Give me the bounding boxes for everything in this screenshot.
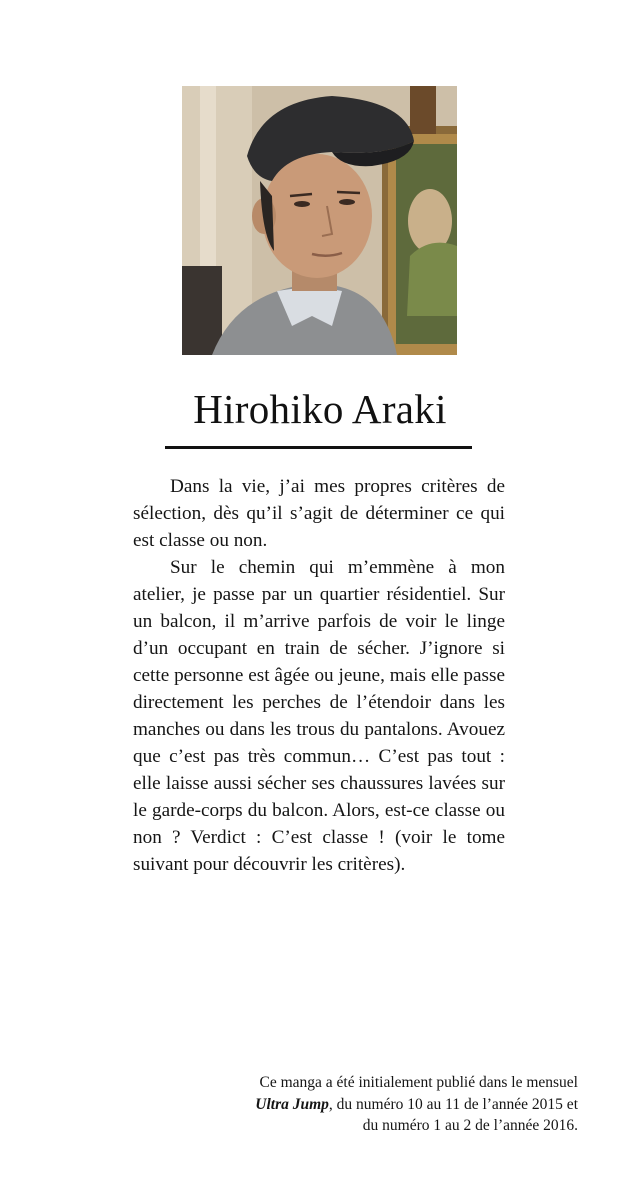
publication-note-details: , du numéro 10 au 11 de l’année 2015 et du numéro 1 au 2 de l’année 2016.	[328, 1095, 578, 1134]
bio-paragraph: Sur le chemin qui m’emmène à mon atelier, je passe par un quartier résidentiel. Sur un balcon, il m’arrive parfois de voir le linge d’un occupant en train de sécher. J’ignore si cette personne est âgée ou jeune, mais elle passe directement les perches de l’étendoir dans les manches ou dans les trous du pantalons. Avouez que c’est pas très commun… C’est pas tout : elle laisse aussi sécher ses chaussures lavées sur le garde-corps du balcon. Alors, est-ce classe ou non ? Verdict : C’est classe ! (voir le tome suivant pour découvrir les critères).	[133, 557, 505, 875]
bio-paragraph: Dans la vie, j’ai mes propres critères de sélection, dès qu’il s’agit de déterminer ce qui est classe ou non.	[133, 476, 505, 551]
magazine-title: Ultra Jump	[255, 1095, 329, 1113]
author-photo	[182, 86, 457, 355]
author-bio	[133, 473, 505, 878]
publication-note	[250, 1072, 578, 1137]
author-name: Hirohiko Araki	[193, 386, 447, 432]
name-divider	[165, 446, 472, 449]
publication-note-intro: Ce manga a été initialement publié dans le mensuel	[259, 1074, 578, 1091]
